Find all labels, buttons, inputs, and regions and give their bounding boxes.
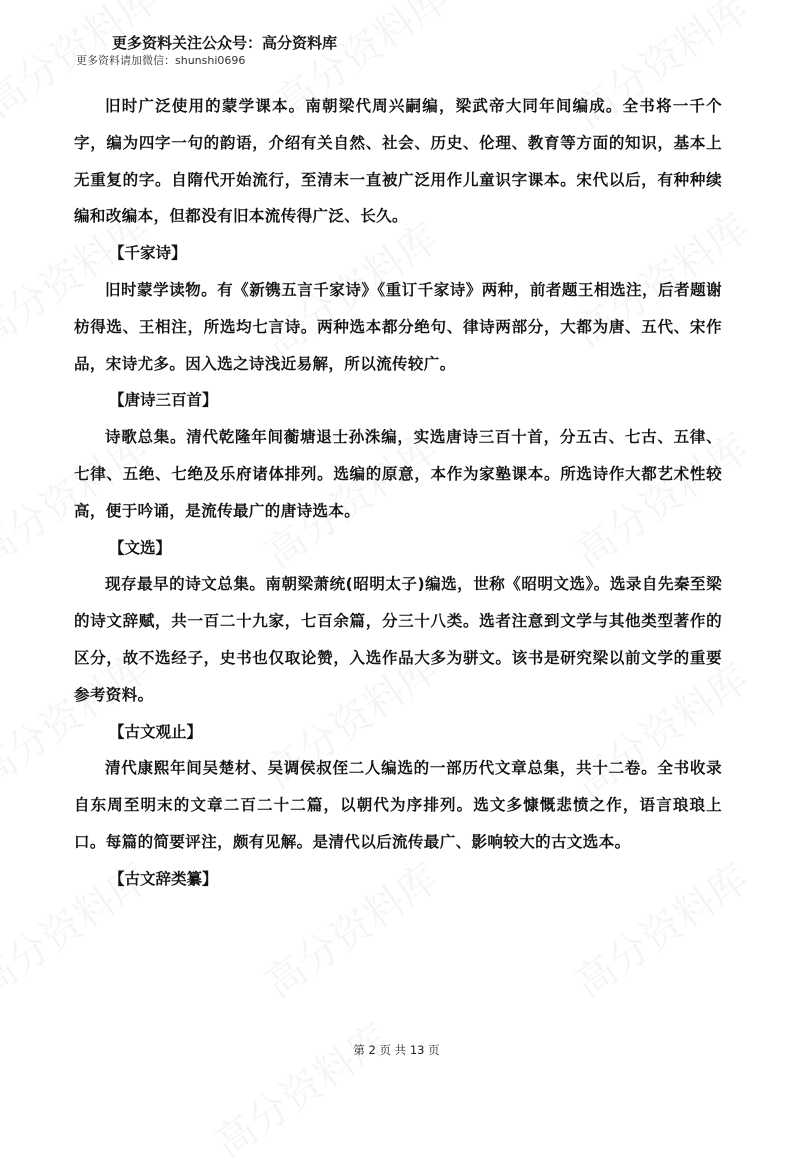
heading-tangshi: 【唐诗三百首】 [109,391,218,410]
page-number: 第 2 页 共 13 页 [353,1043,440,1057]
heading-guwenguanzhi: 【古文观止】 [109,722,203,741]
watermark [202,1008,399,1169]
paragraph-guwenguanzhi: 清代康熙年间吴楚材、吴调侯叔侄二人编选的一部历代文章总集，共十二卷。全书收录自东周至明末的文章二百二十二篇，以朝代为序排列。选文多慷慨悲愤之作，语言琅琅上口。每篇的简要评注，颇有见解。是清代以后流传最广、影响较大的古文选本。 [74,759,722,851]
document-body [74,88,722,898]
paragraph-wenxuan: 现存最早的诗文总集。南朝梁萧统(昭明太子)编选，世称《昭明文选》。选录自先秦至梁的诗文辞赋，共一百二十九家，七百余篇，分三十八类。选者注意到文学与其他类型著作的区分，故不选经子，史书也仅取论赞，入选作品大多为骈文。该书是研究梁以前文学的重要参考资料。 [74,575,722,704]
heading-wenxuan: 【文选】 [109,538,172,557]
heading-guwencileizuan: 【古文辞类纂】 [109,869,218,888]
paragraph-qianziwen: 旧时广泛使用的蒙学课本。南朝梁代周兴嗣编，梁武帝大同年间编成。全书将一千个字，编为四字一句的韵语，介绍有关自然、社会、历史、伦理、教育等方面的知识，基本上无重复的字。自隋代开始流行，至清末一直被广泛用作儿童识字课本。宋代以后，有种种续编和改编本，但都没有旧本流传得广泛、长久。 [74,97,722,226]
header-title: 更多资料关注公众号：高分资料库 [112,34,338,52]
heading-qianjiashi: 【千家诗】 [109,244,187,263]
paragraph-qianjiashi: 旧时蒙学读物。有《新镌五言千家诗》《重订千家诗》两种，前者题王相选注，后者题谢枋得选、王相注，所选均七言诗。两种选本都分绝句、律诗两部分，大都为唐、五代、宋作品，宋诗尤多。因入选之诗浅近易解，所以流传较广。 [74,280,722,373]
header-subtitle: 更多资料请加微信：shunshi0696 [76,54,246,67]
paragraph-tangshi: 诗歌总集。清代乾隆年间蘅塘退士孙洙编，实选唐诗三百十首，分五古、七古、五律、七律、五绝、七绝及乐府诸体排列。选编的原意，本作为家塾课本。所选诗作大都艺术性较高，便于吟诵，是流传最广的唐诗选本。 [74,428,722,520]
